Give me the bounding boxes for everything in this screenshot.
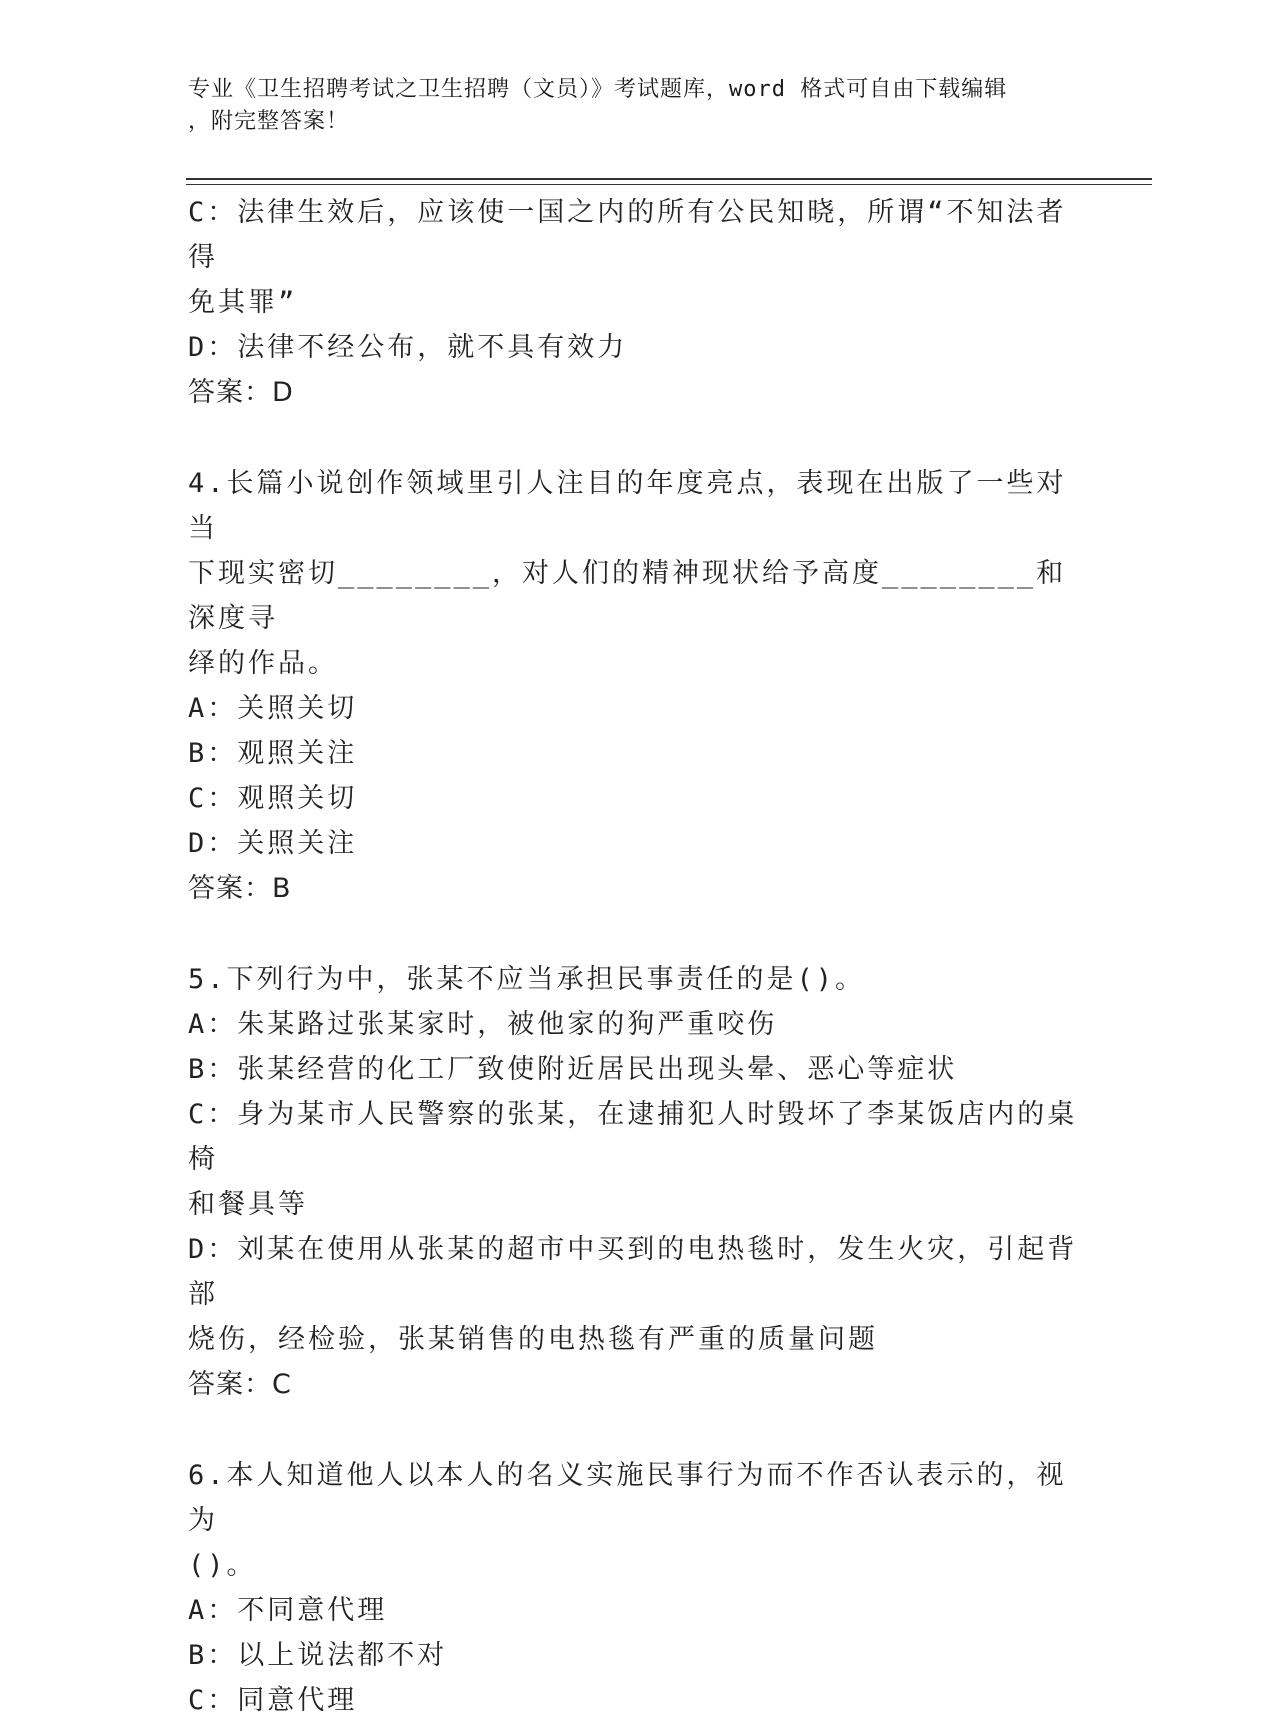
q5-option-d-line1: D：刘某在使用从张某的超市中买到的电热毯时，发生火灾，引起背部 bbox=[188, 1234, 1078, 1310]
q6-stem-line2: ()。 bbox=[188, 1550, 257, 1581]
document-header bbox=[188, 74, 1088, 138]
q5-option-b: B：张某经营的化工厂致使附近居民出现头晕、恶心等症状 bbox=[188, 1054, 958, 1085]
q3-option-c-line2: 免其罪” bbox=[188, 287, 298, 318]
q4-stem-line1: 4.长篇小说创作领域里引人注目的年度亮点，表现在出版了一些对当 bbox=[188, 468, 1067, 544]
q6-option-b: B：以上说法都不对 bbox=[188, 1640, 448, 1671]
q6-option-c: C：同意代理 bbox=[188, 1685, 358, 1716]
q5-option-d-line2: 烧伤，经检验，张某销售的电热毯有严重的质量问题 bbox=[188, 1324, 878, 1355]
q4-stem-line2: 下现实密切________，对人们的精神现状给予高度________和深度寻 bbox=[188, 558, 1067, 634]
q4-option-b: B：观照关注 bbox=[188, 738, 358, 769]
spacer bbox=[188, 1407, 1088, 1453]
question-5 bbox=[188, 957, 1088, 1407]
header-divider-thin bbox=[186, 184, 1152, 185]
q3-option-d: D：法律不经公布，就不具有效力 bbox=[188, 332, 628, 363]
q4-option-a: A：关照关切 bbox=[188, 693, 358, 724]
q3-answer: 答案：D bbox=[188, 377, 294, 408]
spacer bbox=[188, 911, 1088, 957]
q3-option-c-line1: C：法律生效后，应该使一国之内的所有公民知晓，所谓“不知法者得 bbox=[188, 197, 1067, 273]
header-line-1: 专业《卫生招聘考试之卫生招聘（文员）》考试题库，word 格式可自由下载编辑 bbox=[188, 77, 1008, 102]
q5-option-c-line1: C：身为某市人民警察的张某，在逮捕犯人时毁坏了李某饭店内的桌椅 bbox=[188, 1099, 1078, 1175]
header-divider-thick bbox=[186, 178, 1152, 180]
q5-stem: 5.下列行为中，张某不应当承担民事责任的是()。 bbox=[188, 964, 866, 995]
q6-stem-line1: 6.本人知道他人以本人的名义实施民事行为而不作否认表示的，视为 bbox=[188, 1460, 1067, 1536]
q6-option-a: A：不同意代理 bbox=[188, 1595, 388, 1626]
spacer bbox=[188, 415, 1088, 461]
q4-option-c: C：观照关切 bbox=[188, 783, 358, 814]
question-6 bbox=[188, 1453, 1088, 1723]
q4-option-d: D：关照关注 bbox=[188, 828, 358, 859]
q5-option-a: A：朱某路过张某家时，被他家的狗严重咬伤 bbox=[188, 1009, 778, 1040]
q4-answer: 答案：B bbox=[188, 873, 292, 904]
question-4 bbox=[188, 461, 1088, 911]
q5-answer: 答案：C bbox=[188, 1369, 292, 1400]
q4-stem-line3: 绎的作品。 bbox=[188, 648, 338, 679]
q5-option-c-line2: 和餐具等 bbox=[188, 1189, 308, 1220]
header-line-2: ，附完整答案！ bbox=[188, 109, 350, 134]
question-content bbox=[188, 190, 1088, 1723]
question-3-tail bbox=[188, 190, 1088, 415]
